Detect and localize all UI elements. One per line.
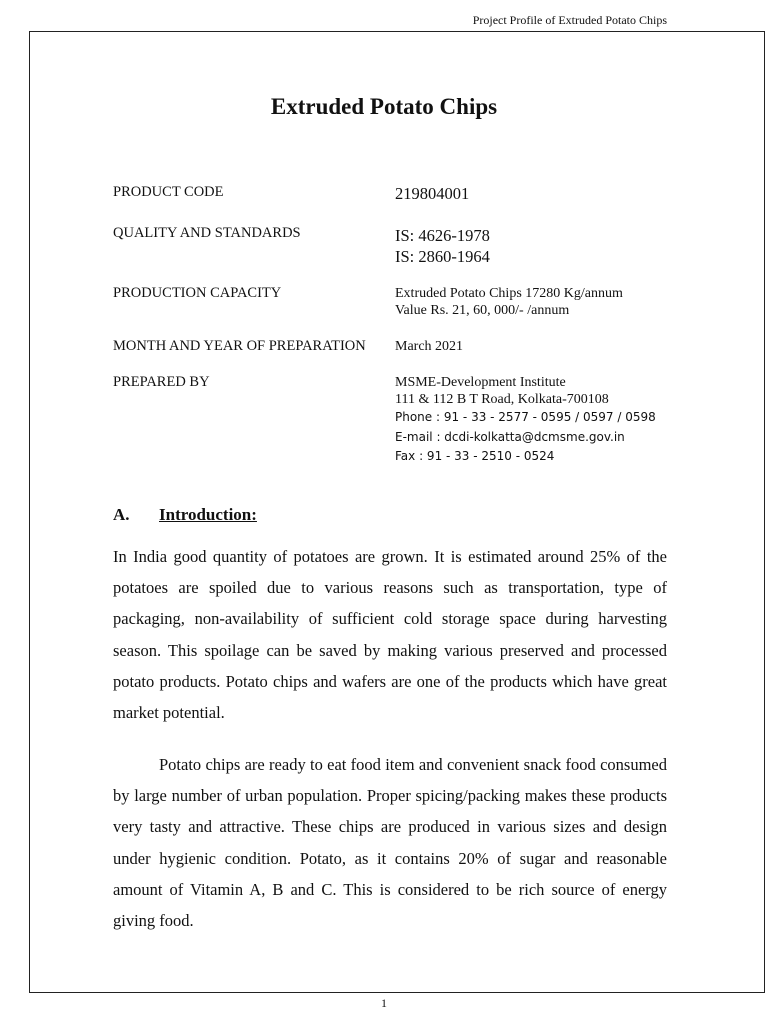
capacity-line: Value Rs. 21, 60, 000/- /annum: [395, 303, 570, 318]
field-label: PRODUCT CODE: [113, 184, 224, 200]
standard-line: IS: 2860-1964: [395, 247, 490, 266]
contact-fax: Fax : 91 - 33 - 2510 - 0524: [395, 449, 555, 463]
document-title: Extruded Potato Chips: [270, 94, 498, 119]
institute-name: MSME-Development Institute: [395, 375, 566, 390]
field-label: MONTH AND YEAR OF PREPARATION: [113, 338, 366, 354]
section-letter: A.: [113, 505, 130, 524]
running-header: Project Profile of Extruded Potato Chips: [472, 13, 667, 27]
intro-paragraph: In India good quantity of potatoes are grown. It is estimated around 25% of the potatoes are spoiled due to various reasons such as transportation, type of packaging, non-availability of sufficient cold storage space during harvesting season. This spoilage can be saved by making various preserved and processed potato products. Potato chips and wafers are one of the products which have great market potential.: [113, 547, 667, 723]
field-value: [395, 225, 490, 267]
page-number: 1: [381, 996, 387, 1010]
section-heading: [113, 505, 257, 525]
intro-paragraph: Potato chips are ready to eat food item and convenient snack food consumed by large number of urban population. Proper spicing/packing makes these products very tasty and attractive. These chips are produced in various sizes and design under hygienic condition. Potato, as it contains 20% of sugar and reasonable amount of Vitamin A, B and C. This is considered to be rich source of energy giving food.: [113, 755, 667, 931]
standard-line: IS: 4626-1978: [395, 226, 490, 245]
field-value: [395, 374, 656, 467]
field-value: March 2021: [395, 339, 464, 354]
institute-address: 111 & 112 B T Road, Kolkata-700108: [395, 392, 609, 407]
field-label: PREPARED BY: [113, 374, 210, 390]
contact-email: E-mail : dcdi-kolkatta@dcmsme.gov.in: [395, 429, 625, 444]
capacity-line: Extruded Potato Chips 17280 Kg/annum: [395, 286, 623, 301]
field-value: [395, 285, 623, 319]
field-label: PRODUCTION CAPACITY: [113, 285, 282, 301]
section-title: Introduction:: [159, 505, 257, 524]
field-value: 219804001: [395, 184, 470, 203]
field-label: QUALITY AND STANDARDS: [113, 225, 301, 241]
contact-phone: Phone : 91 - 33 - 2577 - 0595 / 0597 / 0598: [395, 410, 656, 424]
